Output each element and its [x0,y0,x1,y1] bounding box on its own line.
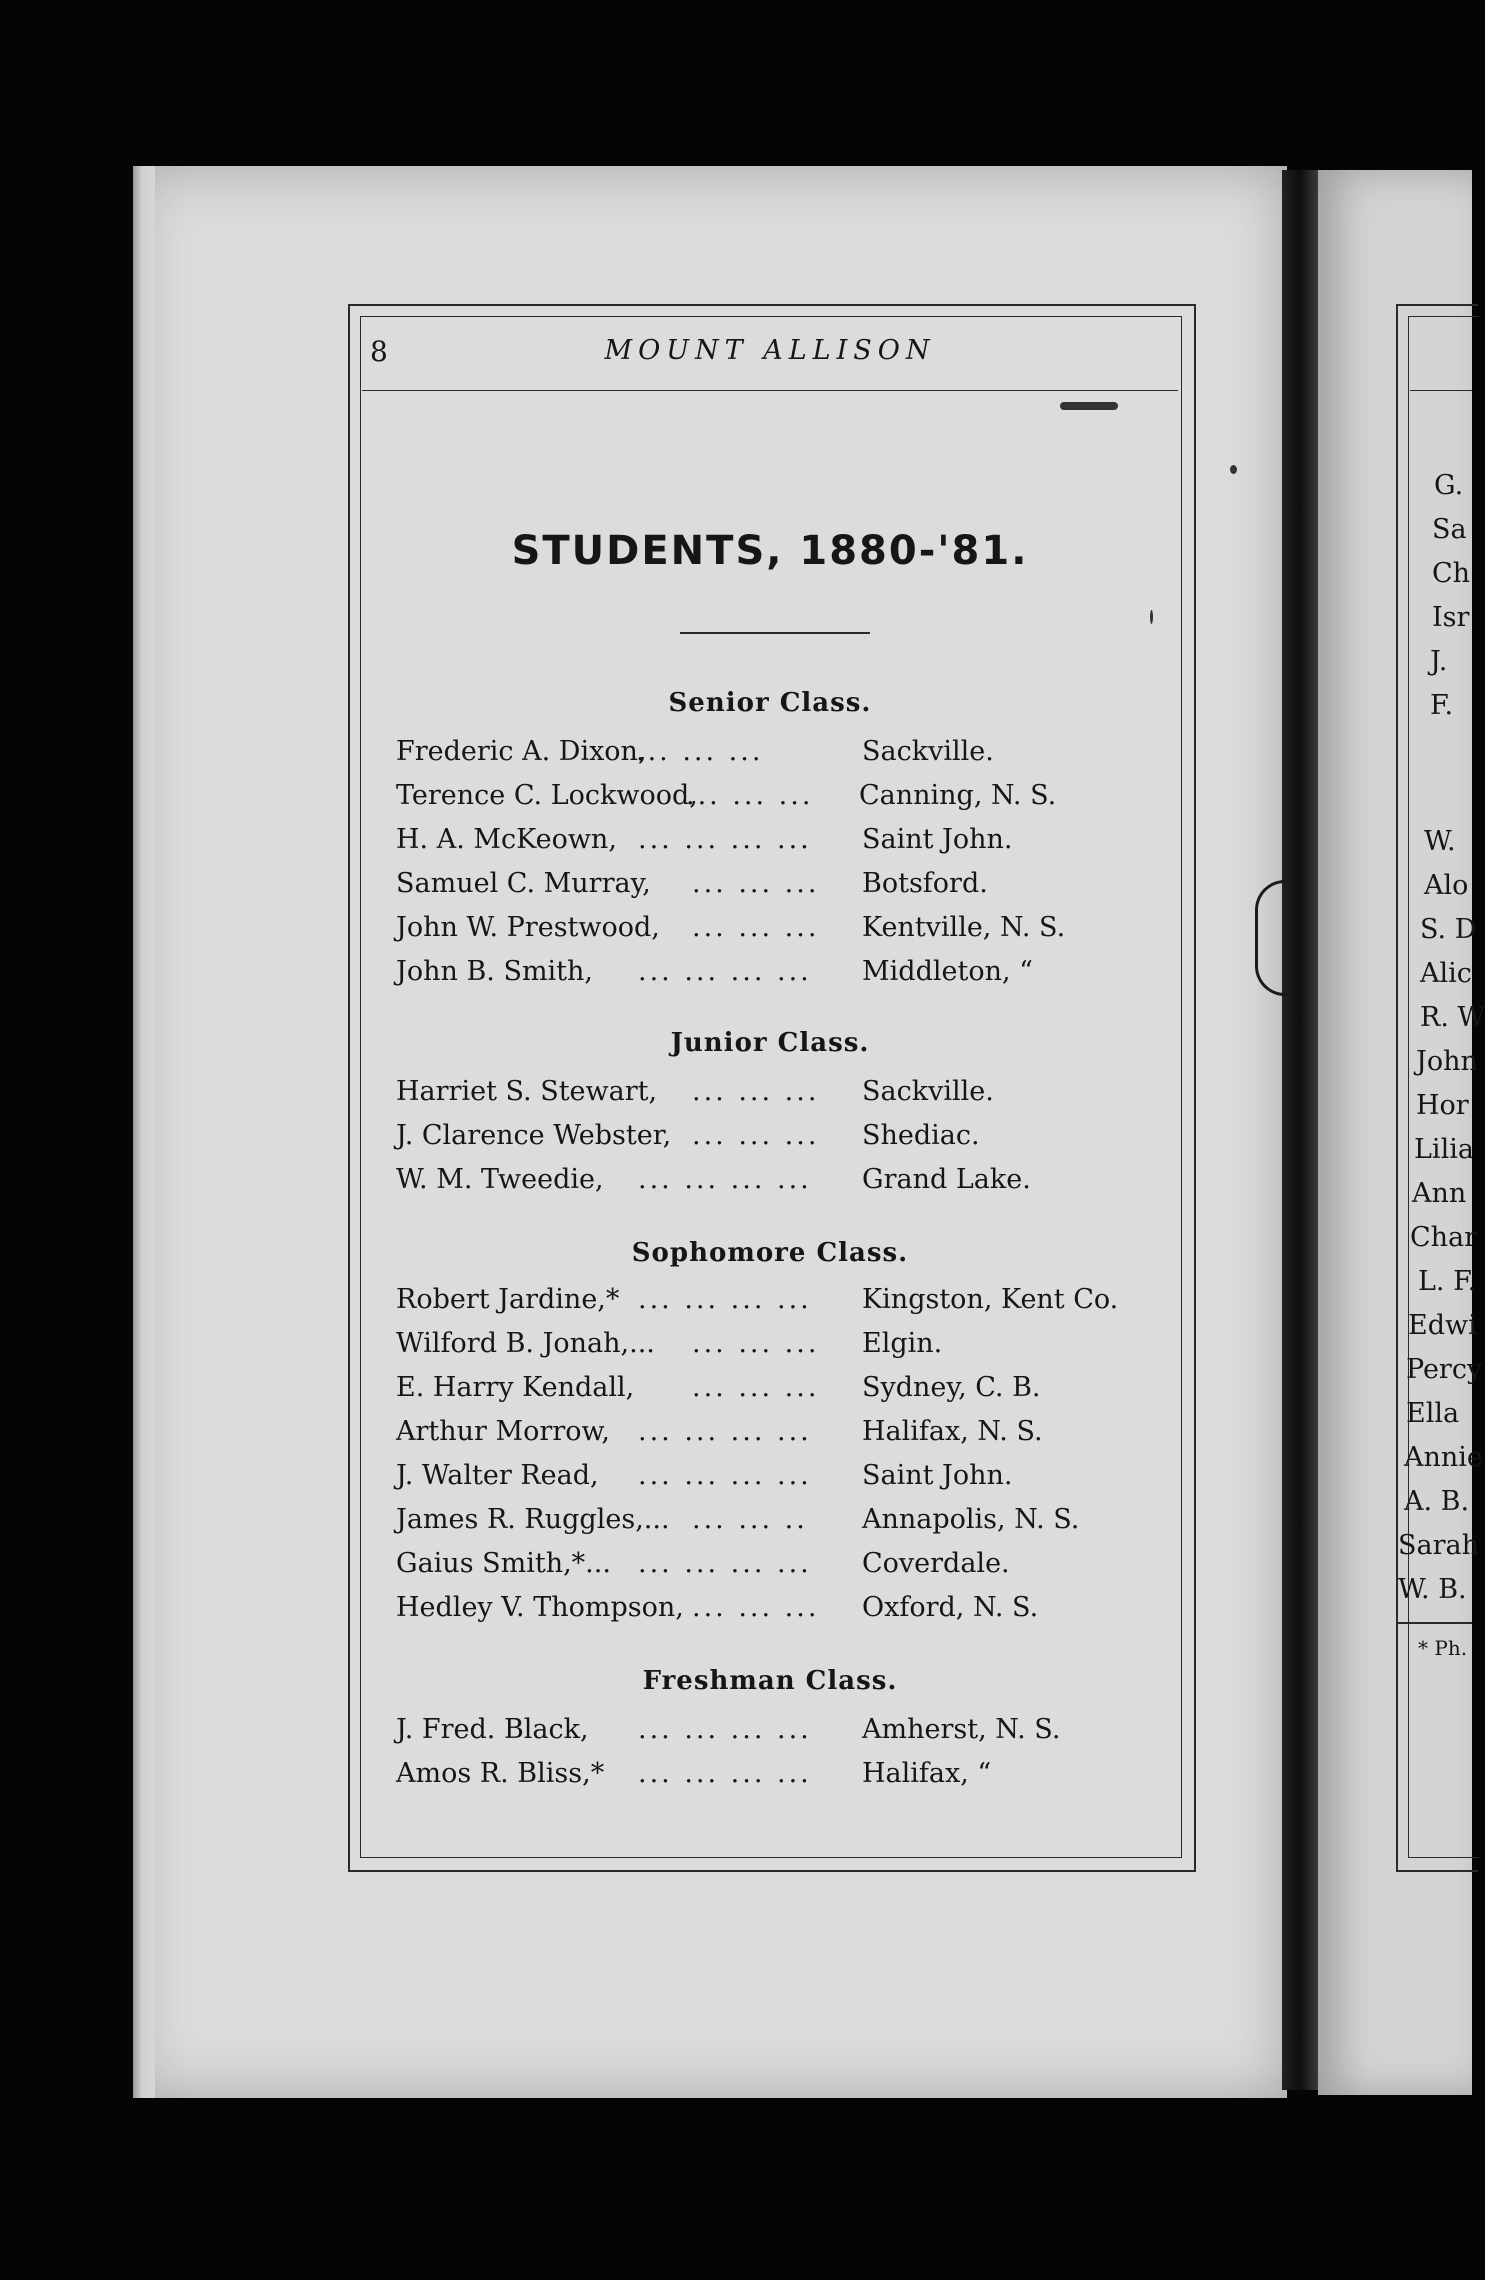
facing-text-fragment: A. B. [1404,1486,1470,1517]
facing-text-fragment: Isr [1432,602,1470,633]
student-hometown: Oxford, N. S. [862,1592,1039,1623]
facing-text-fragment: Sarah [1398,1530,1479,1561]
list-item [396,736,1156,776]
list-item [396,780,1156,820]
student-name: Frederic A. Dixon, [396,736,647,767]
list-item [396,1164,1156,1204]
student-name: J. Walter Read, [396,1460,599,1491]
facing-text-fragment: John [1416,1046,1478,1077]
list-item [396,1372,1156,1412]
facing-text-fragment: S. D [1420,914,1477,945]
leader-dots: ... ... ... ... [638,1714,812,1745]
facing-text-fragment: Char [1410,1222,1478,1253]
paper-speck [1150,610,1153,624]
student-hometown: Saint John. [862,1460,1013,1491]
list-item [396,824,1156,864]
student-hometown: Coverdale. [862,1548,1010,1579]
student-name: Harriet S. Stewart, [396,1076,658,1107]
list-item [396,1548,1156,1588]
section-heading-sophomore: Sophomore Class. [631,1238,909,1268]
paper-speck [1230,465,1237,474]
student-hometown: Sackville. [862,736,994,767]
leader-dots: ... ... ... ... [638,1548,812,1579]
leader-dots: ... ... .. [692,1504,808,1535]
student-hometown: Elgin. [862,1328,943,1359]
header-rule [362,390,1178,391]
student-hometown: Sydney, C. B. [862,1372,1041,1403]
student-name: John B. Smith, [396,956,594,987]
student-hometown: Kentville, N. S. [862,912,1066,943]
facing-text-fragment: Lilia [1414,1134,1474,1165]
leader-dots: ... ... ... [692,912,820,943]
section-heading-senior: Senior Class. [668,688,872,718]
paper-mark [1060,402,1118,410]
student-name: Gaius Smith,*... [396,1548,611,1579]
title-rule [680,632,870,634]
student-name: E. Harry Kendall, [396,1372,635,1403]
facing-text-fragment: Ann [1412,1178,1467,1209]
facing-text-fragment: Alic [1420,958,1472,989]
facing-footnote-fragment: * Ph. [1418,1636,1468,1660]
facing-page-header-rule [1410,390,1472,391]
facing-text-fragment: J. [1430,646,1448,677]
student-hometown: Grand Lake. [862,1164,1031,1195]
section-heading-junior: Junior Class. [670,1028,870,1058]
list-item [396,868,1156,908]
facing-footnote-rule [1398,1622,1472,1624]
facing-text-fragment: W. [1424,826,1456,857]
student-name: Wilford B. Jonah,... [396,1328,655,1359]
facing-text-fragment: Sa [1432,514,1467,545]
facing-text-fragment: Annie [1404,1442,1483,1473]
leader-dots: ... ... ... [692,1076,820,1107]
list-item [396,912,1156,952]
running-head: MOUNT ALLISON [604,335,936,366]
list-item [396,1416,1156,1456]
student-hometown: Shediac. [862,1120,980,1151]
leader-dots: ... ... ... ... [638,1460,812,1491]
student-name: Amos R. Bliss,* [396,1758,605,1789]
leader-dots: ... ... ... [692,1372,820,1403]
list-item [396,956,1156,996]
student-name: Arthur Morrow, [396,1416,610,1447]
list-item [396,1120,1156,1160]
list-item [396,1592,1156,1632]
leader-dots: ... ... ... ... [638,1284,812,1315]
student-hometown: Amherst, N. S. [862,1714,1061,1745]
page-title: STUDENTS, 1880-'81. [511,528,1029,574]
leader-dots: ... ... ... ... [638,956,812,987]
leader-dots: ... ... ... [692,868,820,899]
student-hometown: Middleton, “ [862,956,1033,987]
leader-dots: ... ... ... ... [638,824,812,855]
section-heading-freshman: Freshman Class. [642,1666,898,1696]
leader-dots: ... ... ... [686,780,814,811]
student-name: Hedley V. Thompson, [396,1592,684,1623]
list-item [396,1504,1156,1544]
student-name: James R. Ruggles,... [396,1504,670,1535]
facing-text-fragment: L. F. [1418,1266,1477,1297]
student-name: J. Clarence Webster, [396,1120,672,1151]
leader-dots: ... ... ... ... [638,1164,812,1195]
facing-text-fragment: Ch [1432,558,1471,589]
list-item [396,1460,1156,1500]
leader-dots: ... ... ... [636,736,764,767]
student-hometown: Botsford. [862,868,988,899]
student-name: W. M. Tweedie, [396,1164,604,1195]
student-hometown: Canning, N. S. [859,780,1057,811]
facing-text-fragment: F. [1430,690,1454,721]
facing-text-fragment: Hor [1416,1090,1469,1121]
facing-text-fragment: Alo [1424,870,1469,901]
list-item [396,1284,1156,1324]
facing-text-fragment: Edwi [1408,1310,1477,1341]
facing-text-fragment: Ella [1406,1398,1460,1429]
list-item [396,1714,1156,1754]
student-name: Robert Jardine,* [396,1284,620,1315]
student-hometown: Halifax, “ [862,1758,992,1789]
list-item [396,1076,1156,1116]
page-mark [1255,880,1288,996]
facing-text-fragment: G. [1434,470,1464,501]
student-name: Terence C. Lockwood, [396,780,698,811]
facing-text-fragment: W. B. [1398,1574,1467,1605]
facing-page-border-inner [1406,316,1485,1858]
facing-text-fragment: R. W [1420,1002,1485,1033]
student-hometown: Annapolis, N. S. [862,1504,1080,1535]
leader-dots: ... ... ... [692,1592,820,1623]
leader-dots: ... ... ... ... [638,1416,812,1447]
list-item [396,1328,1156,1368]
student-name: John W. Prestwood, [396,912,660,943]
facing-text-fragment: Percy [1406,1354,1483,1385]
student-hometown: Sackville. [862,1076,994,1107]
list-item [396,1758,1156,1798]
leader-dots: ... ... ... [692,1120,820,1151]
student-hometown: Halifax, N. S. [862,1416,1043,1447]
student-name: H. A. McKeown, [396,824,617,855]
student-hometown: Saint John. [862,824,1013,855]
student-hometown: Kingston, Kent Co. [862,1284,1119,1315]
student-name: J. Fred. Black, [396,1714,589,1745]
page-edge [133,166,155,2098]
page-number: 8 [370,335,388,368]
leader-dots: ... ... ... ... [638,1758,812,1789]
leader-dots: ... ... ... [692,1328,820,1359]
student-name: Samuel C. Murray, [396,868,651,899]
